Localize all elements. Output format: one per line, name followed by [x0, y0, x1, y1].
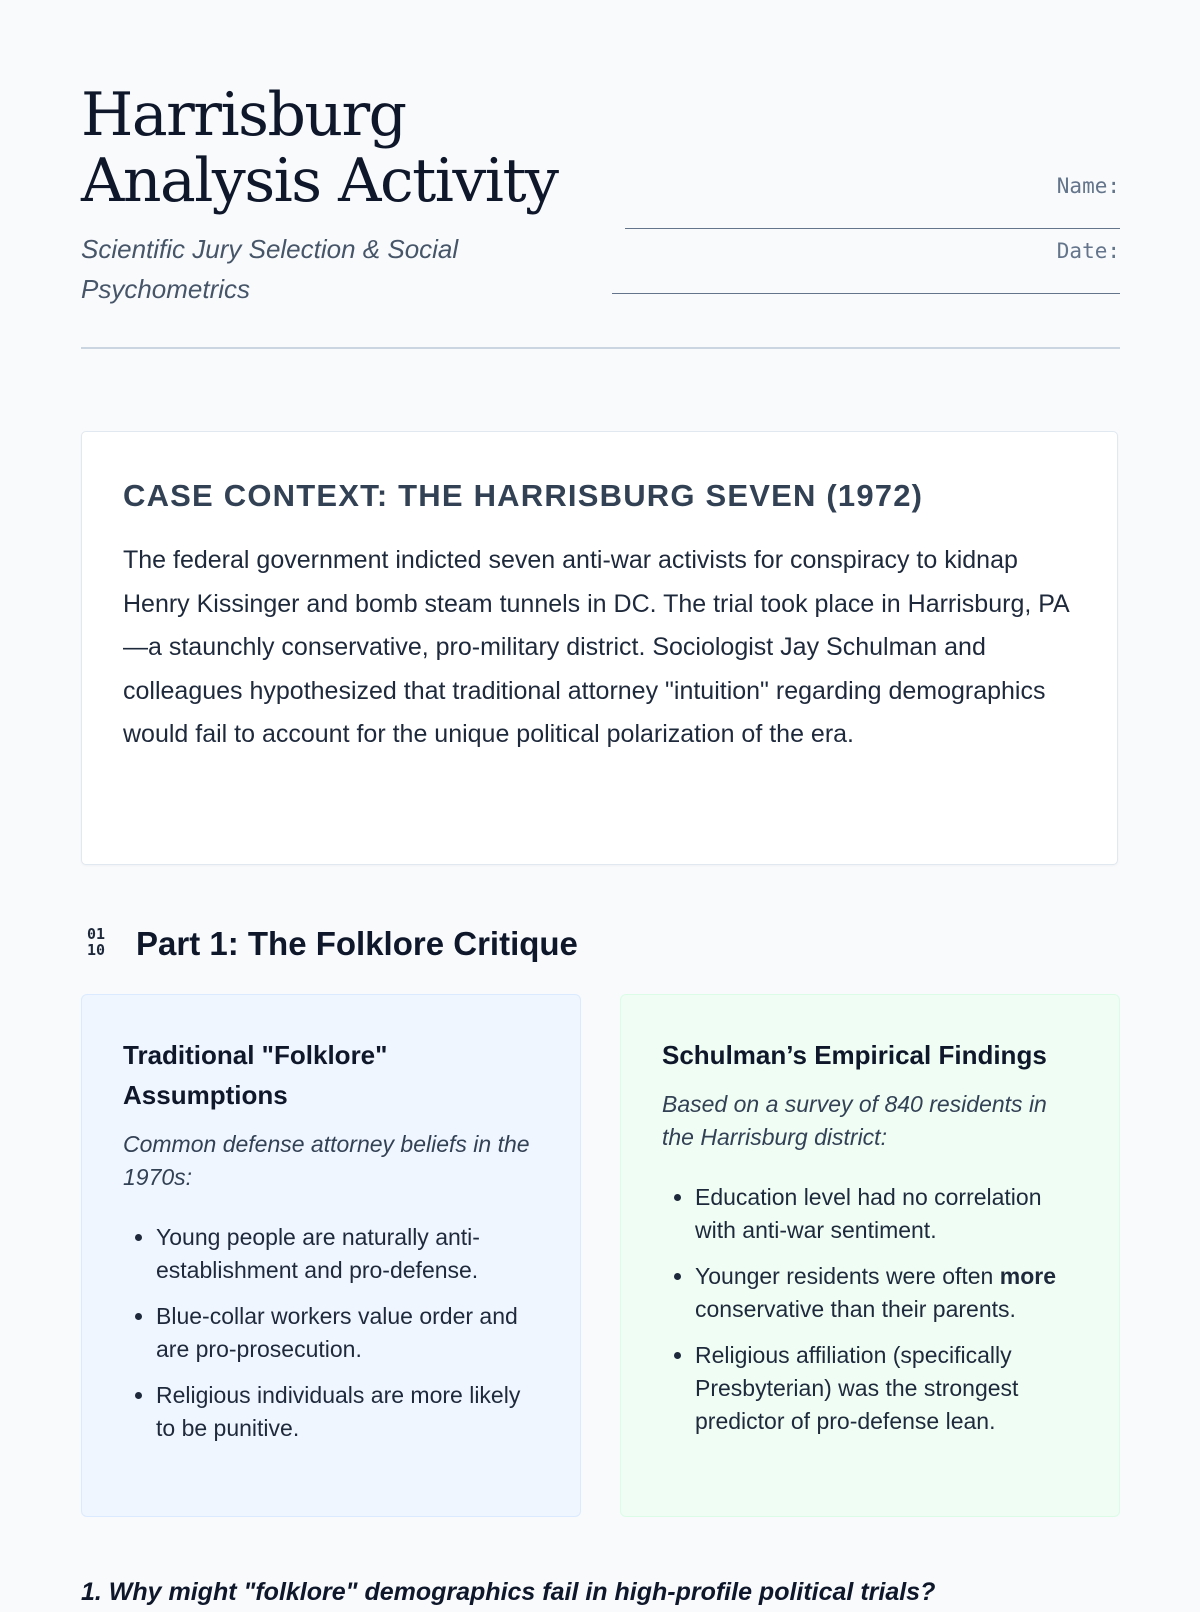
list-item: • Religious affiliation (specifically Presbyterian) was the strongest predictor of pro-defense lean.: [695, 1339, 1082, 1438]
folklore-assumptions-panel: [81, 994, 581, 1517]
worksheet-page: [81, 0, 1120, 1606]
binary-icon-row-bottom: 10: [87, 941, 106, 959]
folklore-panel-title: Traditional "Folklore" Assumptions: [123, 1040, 388, 1110]
worksheet-header: [81, 0, 1120, 350]
list-item-text: Younger residents were often: [695, 1263, 1000, 1289]
list-item: • Religious individuals are more likely to be punitive.: [156, 1379, 543, 1445]
list-item: • Blue-collar workers value order and are pro-prosecution.: [156, 1300, 543, 1366]
findings-panel-title: Schulman’s Empirical Findings: [662, 1040, 1047, 1070]
name-field: [1057, 174, 1120, 198]
folklore-panel-intro: Common defense attorney beliefs in the 1970s:: [123, 1131, 530, 1190]
case-context-body: The federal government indicted seven anti-war activists for conspiracy to kidnap Henry Kissinger and bomb steam tunnels in DC. The trial took place in Harrisburg, PA—a staunchly conservative, pro-military district. Sociologist Jay Schulman and colleagues hypothesized that traditional attorney "intuition" regarding demographics would fail to account for the unique political polarization of the era.: [123, 546, 1070, 748]
binary-icon: [87, 926, 117, 962]
findings-panel-intro: Based on a survey of 840 residents in the Harrisburg district:: [662, 1091, 1047, 1150]
empirical-findings-panel: [620, 994, 1120, 1517]
case-context-card: [81, 431, 1118, 865]
list-item: [695, 1260, 1082, 1326]
header-divider: [81, 347, 1120, 349]
name-label: Name:: [1056, 174, 1120, 198]
name-blank-line[interactable]: [625, 228, 1120, 229]
part-1-title: Part 1: The Folklore Critique: [136, 925, 578, 962]
date-field: [1057, 239, 1120, 263]
date-blank-line[interactable]: [612, 293, 1120, 294]
list-item: • Education level had no correlation with anti-war sentiment.: [695, 1181, 1082, 1247]
list-item: • Young people are naturally anti-establishment and pro-defense.: [156, 1221, 543, 1287]
page-title: [81, 82, 601, 214]
folklore-assumptions-list: [123, 1221, 543, 1458]
page-subtitle: Scientific Jury Selection & Social Psychometrics: [81, 234, 459, 304]
title-line-1: Harrisburg: [81, 80, 406, 150]
date-label: Date:: [1056, 239, 1120, 263]
title-line-2: Analysis Activity: [81, 146, 558, 216]
binary-icon-row-top: 01: [87, 925, 106, 943]
part-1-heading: [81, 919, 578, 969]
emphasis-text: more: [999, 1263, 1056, 1289]
list-item-text: conservative than their parents.: [695, 1296, 1016, 1322]
question-1: 1. Why might "folklore" demographics fail in high-profile political trials?: [81, 1578, 936, 1606]
empirical-findings-list: [662, 1181, 1082, 1451]
case-context-heading: CASE CONTEXT: THE HARRISBURG SEVEN (1972): [123, 478, 924, 513]
